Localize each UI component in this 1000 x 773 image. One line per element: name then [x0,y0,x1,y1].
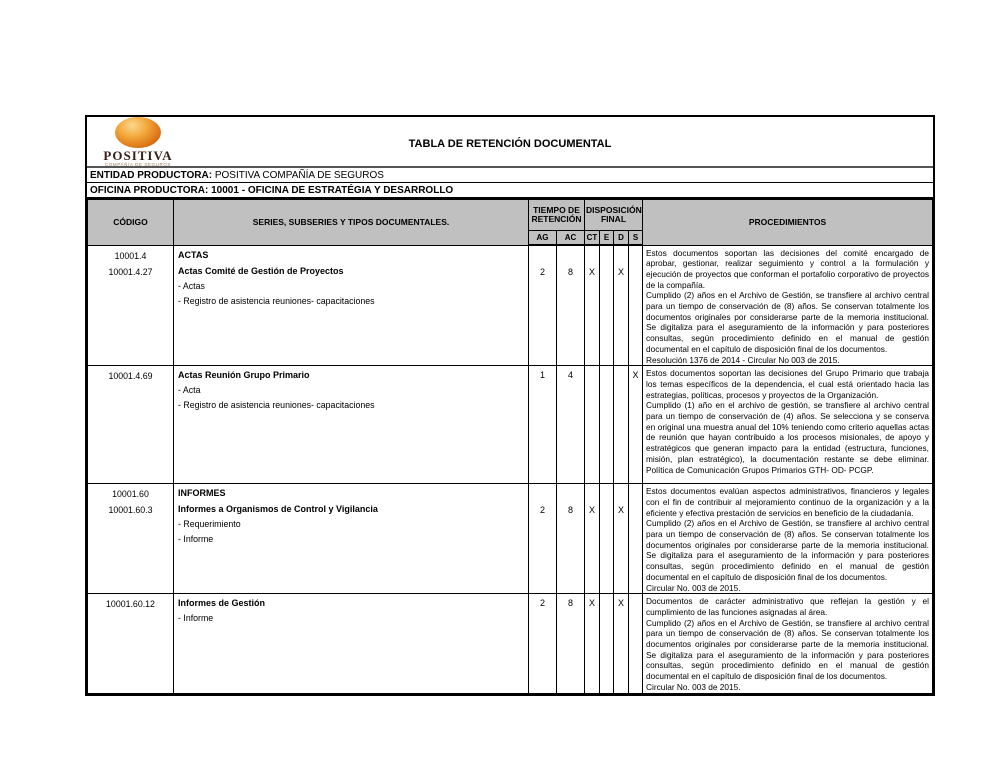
cell-e [600,245,614,366]
proc-paragraph: Cumplido (2) años en el Archivo de Gestión, se transfiere al archivo central para un tiempo de conservación de (8) años. Se conservan totalmente los documentos originales por considerarse parte de la memoria institucional. Se digitaliza para el aseguramiento de la información y para posteriores consultas, según procedimiento definido en el manual de gestión documental en el capítulo de disposición final de los documentos. [646,290,929,354]
oficina-label: OFICINA PRODUCTORA: [90,185,209,196]
subcol-ag: AG [529,231,557,246]
proc-paragraph: Circular No. 003 de 2015. [646,681,741,692]
document-header [87,117,933,168]
cell-d: X [614,594,629,693]
cell-s [629,594,643,693]
codigo-subserie: 10001.60.3 [108,505,153,516]
logo-name: POSITIVA [103,147,173,163]
proc-paragraph: Documentos de carácter administrativo que reflejan la gestión y el cumplimiento de las funciones asignadas al área. [646,596,929,617]
col-header-procedimientos: PROCEDIMIENTOS [643,200,933,246]
proc-paragraph: Cumplido (2) años en el Archivo de Gestión, se transfiere al archivo central para un tiempo de conservación de (8) años. Se conservan totalmente los documentos originales por considerarse parte de la memoria institucional. Se digitaliza para el aseguramiento de la información y para posteriores consultas, según procedimiento definido en el manual de gestión documental en el capítulo de disposición final de los documentos. [646,518,929,582]
cell-e [600,366,614,484]
serie-group: INFORMES [178,488,226,499]
subserie-title: Informes de Gestión [178,598,266,609]
logo-subtitle: COMPAÑÍA DE SEGUROS [104,161,172,167]
document-page [85,115,935,696]
cell-ct: X [585,484,600,594]
cell-codigo [88,366,174,484]
cell-procedimientos [643,245,933,366]
table-row [88,245,933,366]
cell-procedimientos [643,594,933,693]
subcol-s: S [629,231,643,246]
retention-table-document [85,115,935,696]
cell-procedimientos [643,366,933,484]
cell-e [600,484,614,594]
tipo-documental: - Actas [178,280,205,291]
cell-ac: 8 [557,484,585,594]
subserie-title: Actas Comité de Gestión de Proyectos [178,265,344,276]
proc-paragraph: Cumplido (2) años en el Archivo de Gestión, se transfiere al archivo central para un tiempo de conservación de (8) años. Se conservan totalmente los documentos originales por considerarse parte de la memoria institucional. Se digitaliza para el aseguramiento de la información y para posteriores consultas, según procedimiento definido en el manual de gestión documental en el capítulo de disposición final de los documentos. [646,617,929,682]
tipo-documental: - Requerimiento [178,519,241,530]
codigo-subserie: 10001.4.69 [108,371,153,382]
codigo-subserie: 10001.4.27 [108,266,153,277]
table-row [88,594,933,693]
retention-table [87,199,933,694]
subcol-d: D [614,231,629,246]
col-header-disposicion-final: DISPOSICIÓN FINAL [585,200,643,231]
page-title: TABLA DE RETENCIÓN DOCUMENTAL [408,138,612,150]
cell-d [614,366,629,484]
cell-ag: 2 [529,484,557,594]
cell-codigo [88,484,174,594]
cell-ac: 8 [557,245,585,366]
subserie-title: Actas Reunión Grupo Primario [178,370,310,381]
tipo-documental: - Informe [178,613,214,624]
cell-ag: 2 [529,594,557,693]
cell-codigo [88,245,174,366]
subserie-title: Informes a Organismos de Control y Vigilancia [178,504,378,515]
cell-ct: X [585,245,600,366]
col-header-series: SERIES, SUBSERIES Y TIPOS DOCUMENTALES. [174,200,529,246]
tipo-documental: - Informe [178,534,214,545]
cell-procedimientos [643,484,933,594]
cell-e [600,594,614,693]
codigo-subserie: 10001.60.12 [106,599,155,610]
cell-ac: 4 [557,366,585,484]
cell-series [174,594,529,693]
cell-ct [585,366,600,484]
cell-series [174,484,529,594]
table-row [88,366,933,484]
proc-paragraph: Cumplido (1) año en el archivo de gestión, se transfiere al archivo central para un tiempo de conservación de (4) años. Se selecciona y se conserva en original una muestra anual del 10% teniendo como criterio aquellas actas de reunión que hayan contribuido a los procesos misionales, de apoyo y estratégicos que generan impacto para la entidad (estructura, funciones, misión, plan estratégico), la documentación restante se debe eliminar. Política de Comunicación Grupos Primarios GTH- OD- PCGP. [646,400,929,475]
cell-ag: 2 [529,245,557,366]
tipo-documental: - Registro de asistencia reuniones- capacitaciones [178,295,375,306]
tipo-documental: - Registro de asistencia reuniones- capacitaciones [178,400,375,411]
tipo-documental: - Acta [178,385,201,396]
oficina-value: 10001 - OFICINA DE ESTRATÉGIA Y DESARROLLO [211,185,454,196]
table-header-row [88,200,933,231]
cell-series [174,366,529,484]
codigo-serie: 10001.60 [112,489,149,500]
cell-s [629,245,643,366]
entidad-label: ENTIDAD PRODUCTORA: [90,170,213,181]
serie-group: ACTAS [178,249,209,260]
proc-paragraph: Estos documentos soportan las decisiones del comité encargado de aprobar, gestionar, realizar seguimiento y control a la formulación y ejecución de proyectos que conforman el portafolio corporativo de proyectos de la compañía. [646,247,929,290]
codigo-serie: 10001.4 [114,250,147,261]
subcol-ct: CT [585,231,600,246]
cell-series [174,245,529,366]
cell-s: X [629,366,643,484]
entidad-productora-row [87,168,933,183]
proc-paragraph: Circular No. 003 de 2015. [646,582,741,593]
proc-paragraph: Resolución 1376 de 2014 - Circular No 003 de 2015. [646,354,840,365]
oficina-productora-row [87,183,933,199]
entidad-value: POSITIVA COMPAÑÍA DE SEGUROS [214,170,384,181]
cell-ac: 8 [557,594,585,693]
cell-d: X [614,484,629,594]
cell-ct: X [585,594,600,693]
cell-codigo [88,594,174,693]
cell-ag: 1 [529,366,557,484]
cell-s [629,484,643,594]
proc-paragraph: Estos documentos evalúan aspectos administrativos, financieros y legales con el fin de contribuir al mejoramiento continuo de la organización y a la eficiente y efectiva prestación de servicios en beneficio de la ciudadanía. [646,486,929,518]
col-header-tiempo-retencion: TIEMPO DE RETENCIÓN [529,200,585,231]
proc-paragraph: Estos documentos soportan las decisiones del Grupo Primario que trabaja los temas específicos de la dependencia, el cual está orientado hacia las estrategias, políticas, procesos y proyectos de la Organización. [646,368,929,400]
subcol-e: E [600,231,614,246]
cell-d: X [614,245,629,366]
col-header-codigo: CÓDIGO [88,200,174,246]
subcol-ac: AC [557,231,585,246]
table-row [88,484,933,594]
